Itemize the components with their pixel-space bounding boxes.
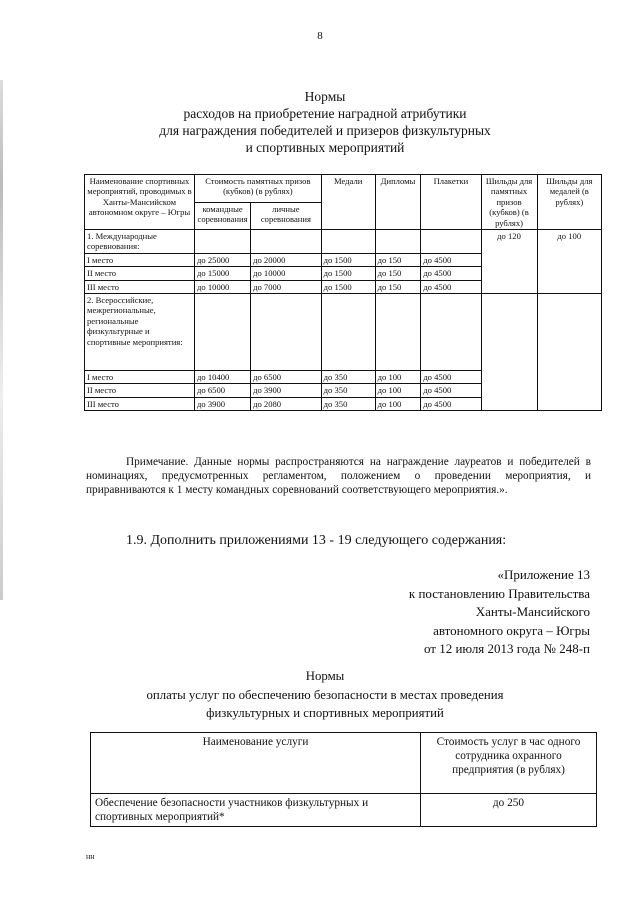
place-cell: I место — [85, 253, 195, 266]
t2-header-service: Наименование услуги — [91, 733, 421, 794]
supplement-heading: 1.9. Дополнить приложениями 13 - 19 следующего содержания: — [126, 533, 507, 548]
norms1-line2: расходов на приобретение наградной атрибутики — [183, 106, 467, 121]
section2-blank — [321, 294, 375, 371]
header-medals: Медали — [321, 175, 375, 230]
personal-cell: до 6500 — [251, 371, 322, 384]
section2-label: 2. Всероссийские, межрегиональные, региональные физкультурные и спортивные мероприятия: — [85, 294, 195, 371]
team-cell: до 3900 — [195, 397, 251, 410]
plaques-cell: до 4500 — [421, 397, 481, 410]
scan-edge-shadow — [0, 80, 3, 600]
place-cell: II место — [85, 267, 195, 280]
header-prizes: Стоимость памятных призов (кубков) (в рублях) — [195, 175, 322, 203]
footer-mark: нн — [86, 852, 95, 861]
team-cell: до 15000 — [195, 267, 251, 280]
medals-cell: до 1500 — [321, 253, 375, 266]
t2-header-cost: Стоимость услуг в час одного сотрудника охранного предприятия (в рублях) — [421, 733, 597, 794]
plaques-cell: до 4500 — [421, 280, 481, 293]
diplomas-cell: до 100 — [375, 384, 421, 397]
table-row — [91, 794, 597, 827]
header-name: Наименование спортивных мероприятий, проводимых в Ханты-Мансийском автономном округе – Югры — [85, 175, 195, 230]
team-cell: до 6500 — [195, 384, 251, 397]
personal-cell: до 3900 — [251, 384, 322, 397]
diplomas-cell: до 150 — [375, 253, 421, 266]
personal-cell: до 7000 — [251, 280, 322, 293]
personal-cell: до 20000 — [251, 253, 322, 266]
medals-cell: до 350 — [321, 397, 375, 410]
section2-blank — [251, 294, 322, 371]
plaques-cell: до 4500 — [421, 253, 481, 266]
norms2-line2: оплаты услуг по обеспечению безопасности в местах проведения — [146, 687, 504, 702]
place-cell: III место — [85, 397, 195, 410]
norms1-line3: для награждения победителей и призеров физкультурных — [159, 123, 491, 138]
section2-shields-medals — [537, 294, 601, 411]
appendix-line2: к постановлению Правительства — [408, 585, 590, 601]
header-personal: личные соревнования — [251, 202, 322, 230]
section1-blank — [321, 230, 375, 254]
header-diplomas: Дипломы — [375, 175, 421, 230]
section2-blank — [195, 294, 251, 371]
section1-blank — [251, 230, 322, 254]
medals-cell: до 350 — [321, 371, 375, 384]
header-shields-medals: Шильды для медалей (в рублях) — [537, 175, 601, 230]
appendix-line3: Ханты-Мансийского — [475, 604, 590, 619]
diplomas-cell: до 100 — [375, 397, 421, 410]
norms1-title: Нормы — [304, 89, 346, 104]
t2-service-cell: Обеспечение безопасности участников физкультурных и спортивных мероприятий* — [91, 794, 421, 827]
appendix-line5: от 12 июля 2013 года № 248-п — [423, 641, 590, 656]
section1-label: 1. Международные соревнования: — [85, 230, 195, 254]
place-cell: II место — [85, 384, 195, 397]
norms2-title-block — [60, 667, 590, 723]
medals-cell: до 1500 — [321, 280, 375, 293]
place-cell: III место — [85, 280, 195, 293]
section2-blank — [421, 294, 481, 371]
section1-blank — [195, 230, 251, 254]
team-cell: до 10400 — [195, 371, 251, 384]
appendix-line4: автономного округа – Югры — [433, 622, 590, 638]
norms2-title: Нормы — [305, 669, 345, 683]
team-cell: до 25000 — [195, 253, 251, 266]
section1-blank — [421, 230, 481, 254]
header-team: командные соревнования — [195, 202, 251, 230]
section1-shields-medals: до 100 — [537, 230, 601, 294]
t2-cost-cell: до 250 — [421, 794, 597, 827]
medals-cell: до 1500 — [321, 267, 375, 280]
header-plaques: Плакетки — [421, 175, 481, 230]
note-paragraph: Примечание. Данные нормы распространяются на награждение лауреатов и победителей в номинациях, предусмотренных регламентом, положением о проведении мероприятия, и приравниваются к 1 месту командных соревнований соответствующего мероприятия.». — [86, 456, 591, 497]
diplomas-cell: до 150 — [375, 267, 421, 280]
security-norms-table — [90, 732, 597, 827]
diplomas-cell: до 100 — [375, 371, 421, 384]
section2-blank — [375, 294, 421, 371]
appendix-header — [409, 566, 590, 659]
page-number: 8 — [317, 30, 323, 42]
norms2-line3: физкультурных и спортивных мероприятий — [206, 706, 444, 720]
appendix-line1: «Приложение 13 — [497, 567, 590, 582]
medals-cell: до 350 — [321, 384, 375, 397]
section1-blank — [375, 230, 421, 254]
plaques-cell: до 4500 — [421, 371, 481, 384]
team-cell: до 10000 — [195, 280, 251, 293]
header-shields-prizes: Шильды для памятных призов (кубков) (в рублях) — [481, 175, 537, 230]
norms1-title-block — [60, 88, 590, 156]
awards-norms-table — [84, 174, 602, 411]
plaques-cell: до 4500 — [421, 267, 481, 280]
place-cell: I место — [85, 371, 195, 384]
plaques-cell: до 4500 — [421, 384, 481, 397]
section2-shields-prizes — [481, 294, 537, 411]
section1-shields-prizes: до 120 — [481, 230, 537, 294]
personal-cell: до 10000 — [251, 267, 322, 280]
diplomas-cell: до 150 — [375, 280, 421, 293]
norms1-line4: и спортивных мероприятий — [245, 140, 405, 155]
personal-cell: до 2080 — [251, 397, 322, 410]
